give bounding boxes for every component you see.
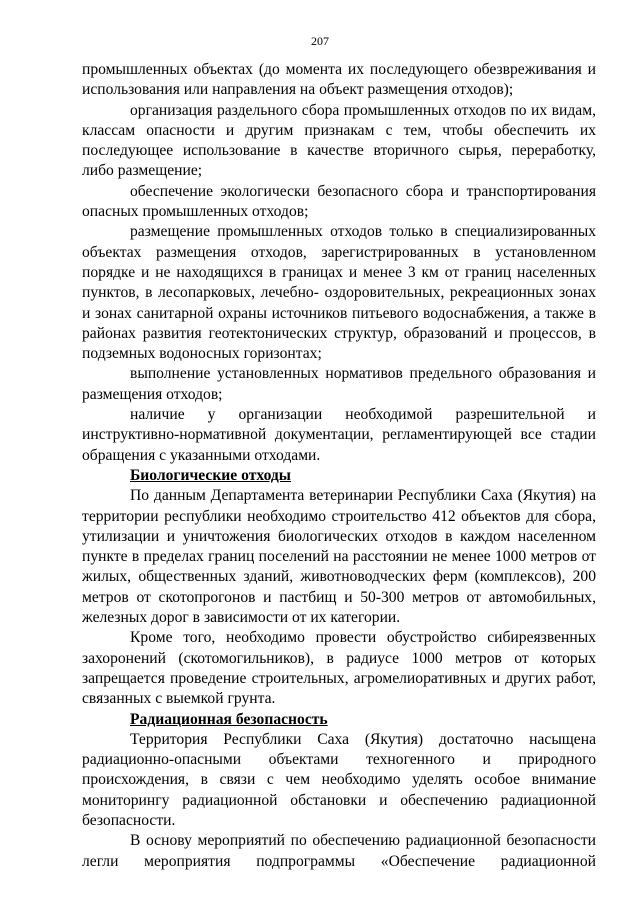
paragraph: Кроме того, необходимо провести обустройство сибиреязвенных захоронений (скотомогильников), в радиусе 1000 метров от которых запрещается проведение строительных, агромелиоративных и других работ, связанных с выемкой грунта. [82, 629, 596, 708]
paragraph: организация раздельного сбора промышленных отходов по их видам, классам опасности и другим признакам с тем, чтобы обеспечить их последующее использование в качестве вторичного сырья, переработку, либо размещение; [82, 101, 596, 180]
section-heading-bio [82, 466, 596, 486]
section-heading-text: Радиационная безопасность [130, 710, 328, 728]
document-body [82, 60, 596, 872]
paragraph: обеспечение экологически безопасного сбора и транспортирования опасных промышленных отходов; [82, 182, 596, 221]
paragraph: размещение промышленных отходов только в специализированных объектах размещения отходов, зарегистрированных в установленном порядке и не находящихся в границах и менее 3 км от границ населенных пунктов, в лесопарковых, лечебно- оздоровительных, рекреационных зонах и зонах санитарной охраны источников питьевого водоснабжения, а также в районах развития геотектонических структур, образований и процессов, в подземных водоносных горизонтах; [82, 223, 596, 363]
paragraph: По данным Департамента ветеринарии Республики Саха (Якутия) на территории республики необходимо строительство 412 объектов для сбора, утилизации и уничтожения биологических отходов в каждом населенном пункте в пределах границ поселений на расстоянии не менее 1000 метров от жилых, общественных зданий, животноводческих ферм (комплексов), 200 метров от скотопрогонов и пастбищ и 50-300 метров от автомобильных, железных дорог в зависимости от их категории. [82, 487, 596, 627]
section-heading-text: Биологические отходы [130, 466, 291, 484]
section-heading-rad [82, 710, 596, 730]
paragraph: наличие у организации необходимой разрешительной и инструктивно-нормативной документации, регламентирующей все стадии обращения с указанными отходами. [82, 406, 596, 464]
paragraph: Территория Республики Саха (Якутия) достаточно насыщена радиационно-опасными объектами техногенного и природного происхождения, в связи с чем необходимо уделять особое внимание мониторингу радиационной обстановки и обеспечению радиационной безопасности. [82, 730, 596, 829]
page-number: 207 [311, 34, 329, 48]
paragraph: В основу мероприятий по обеспечению радиационной безопасности легли мероприятия подпрограммы «Обеспечение радиационной [82, 832, 596, 870]
paragraph: промышленных объектах (до момента их последующего обезвреживания и использования или направления на объект размещения отходов); [82, 61, 596, 99]
paragraph: выполнение установленных нормативов предельного образования и размещения отходов; [82, 365, 596, 403]
